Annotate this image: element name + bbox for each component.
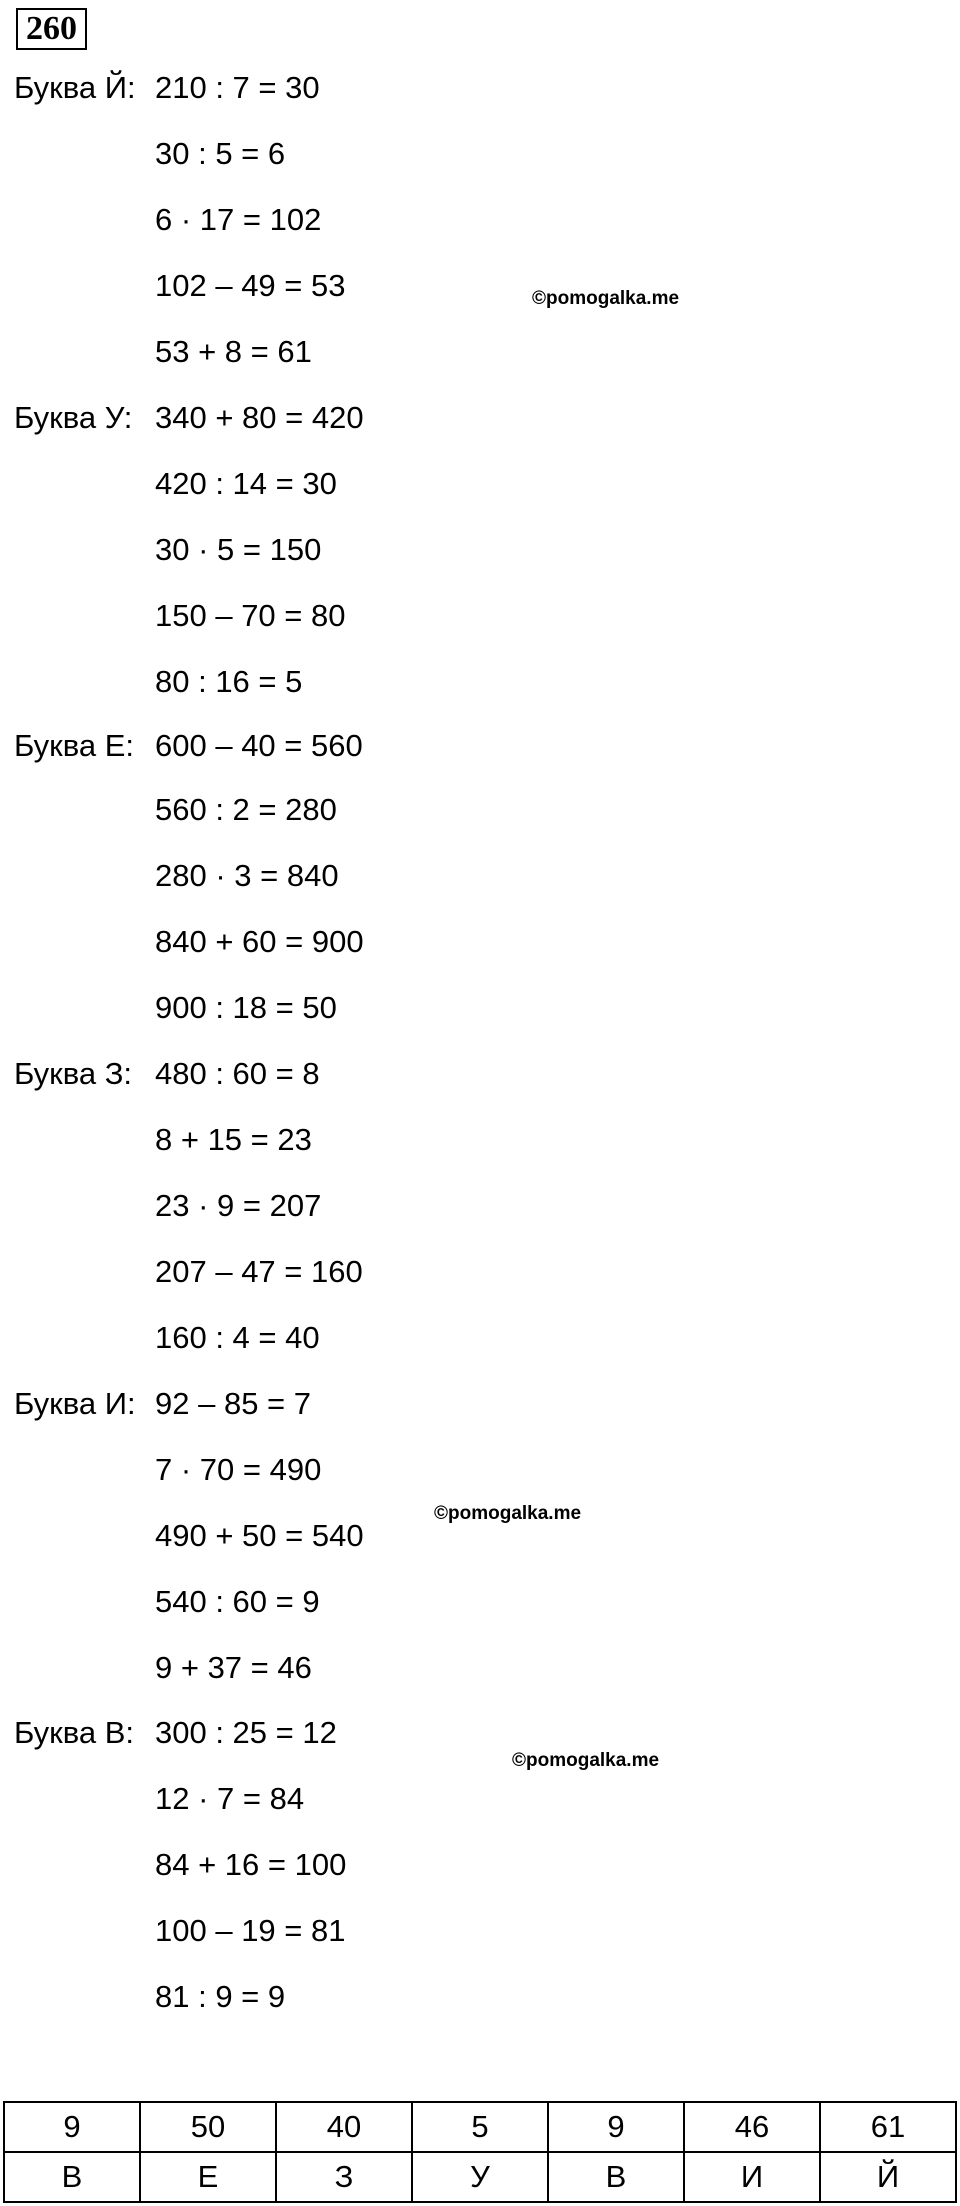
equation: 80 : 16 = 5 — [155, 664, 303, 699]
equation: 102 – 49 = 53 — [155, 268, 346, 303]
equation: 160 : 4 = 40 — [155, 1320, 320, 1355]
answer-letter-cell: Й — [820, 2152, 956, 2202]
answer-number-cell: 9 — [4, 2102, 140, 2152]
equation: 480 : 60 = 8 — [155, 1056, 320, 1091]
equation: 6 · 17 = 102 — [155, 202, 322, 237]
equation: 280 · 3 = 840 — [155, 858, 339, 893]
answer-letter-cell: З — [276, 2152, 412, 2202]
equation: 300 : 25 = 12 — [155, 1715, 337, 1750]
equation: 7 · 70 = 490 — [155, 1452, 322, 1487]
answer-letters-row — [4, 2152, 956, 2202]
task-number: 260 — [16, 8, 87, 50]
equation: 53 + 8 = 61 — [155, 334, 312, 369]
answer-letter-cell: И — [684, 2152, 820, 2202]
letter-label: Буква И: — [14, 1386, 136, 1421]
answer-number-cell: 46 — [684, 2102, 820, 2152]
equation: 81 : 9 = 9 — [155, 1979, 286, 2014]
answer-number-cell: 9 — [548, 2102, 684, 2152]
equation: 23 · 9 = 207 — [155, 1188, 322, 1223]
letter-label: Буква У: — [14, 400, 133, 435]
answer-table — [3, 2101, 957, 2203]
equation: 490 + 50 = 540 — [155, 1518, 364, 1553]
watermark: ©pomogalka.me — [434, 1503, 582, 1524]
letter-label: Буква З: — [14, 1056, 133, 1091]
answer-number-cell: 50 — [140, 2102, 276, 2152]
watermark: ©pomogalka.me — [512, 1750, 660, 1771]
answer-letter-cell: У — [412, 2152, 548, 2202]
watermark: ©pomogalka.me — [532, 288, 680, 309]
equation: 92 – 85 = 7 — [155, 1386, 311, 1421]
equation: 8 + 15 = 23 — [155, 1122, 312, 1157]
equation: 560 : 2 = 280 — [155, 792, 337, 827]
equation: 900 : 18 = 50 — [155, 990, 337, 1025]
letter-label: Буква Й: — [14, 70, 136, 105]
equation: 12 · 7 = 84 — [155, 1781, 305, 1816]
equation: 210 : 7 = 30 — [155, 70, 320, 105]
equation: 840 + 60 = 900 — [155, 924, 364, 959]
equation: 30 · 5 = 150 — [155, 532, 322, 567]
equation: 540 : 60 = 9 — [155, 1584, 320, 1619]
equation: 150 – 70 = 80 — [155, 598, 346, 633]
answer-numbers-row — [4, 2102, 956, 2152]
answer-letter-cell: В — [4, 2152, 140, 2202]
answer-number-cell: 40 — [276, 2102, 412, 2152]
answer-number-cell: 61 — [820, 2102, 956, 2152]
letter-label: Буква В: — [14, 1715, 134, 1750]
equation: 9 + 37 = 46 — [155, 1650, 312, 1685]
answer-letter-cell: Е — [140, 2152, 276, 2202]
equation: 100 – 19 = 81 — [155, 1913, 346, 1948]
equation: 207 – 47 = 160 — [155, 1254, 363, 1289]
equation: 340 + 80 = 420 — [155, 400, 364, 435]
equation: 600 – 40 = 560 — [155, 728, 363, 763]
answer-number-cell: 5 — [412, 2102, 548, 2152]
letter-label: Буква Е: — [14, 728, 134, 763]
equation: 420 : 14 = 30 — [155, 466, 337, 501]
equation: 84 + 16 = 100 — [155, 1847, 347, 1882]
equation: 30 : 5 = 6 — [155, 136, 286, 171]
answer-letter-cell: В — [548, 2152, 684, 2202]
